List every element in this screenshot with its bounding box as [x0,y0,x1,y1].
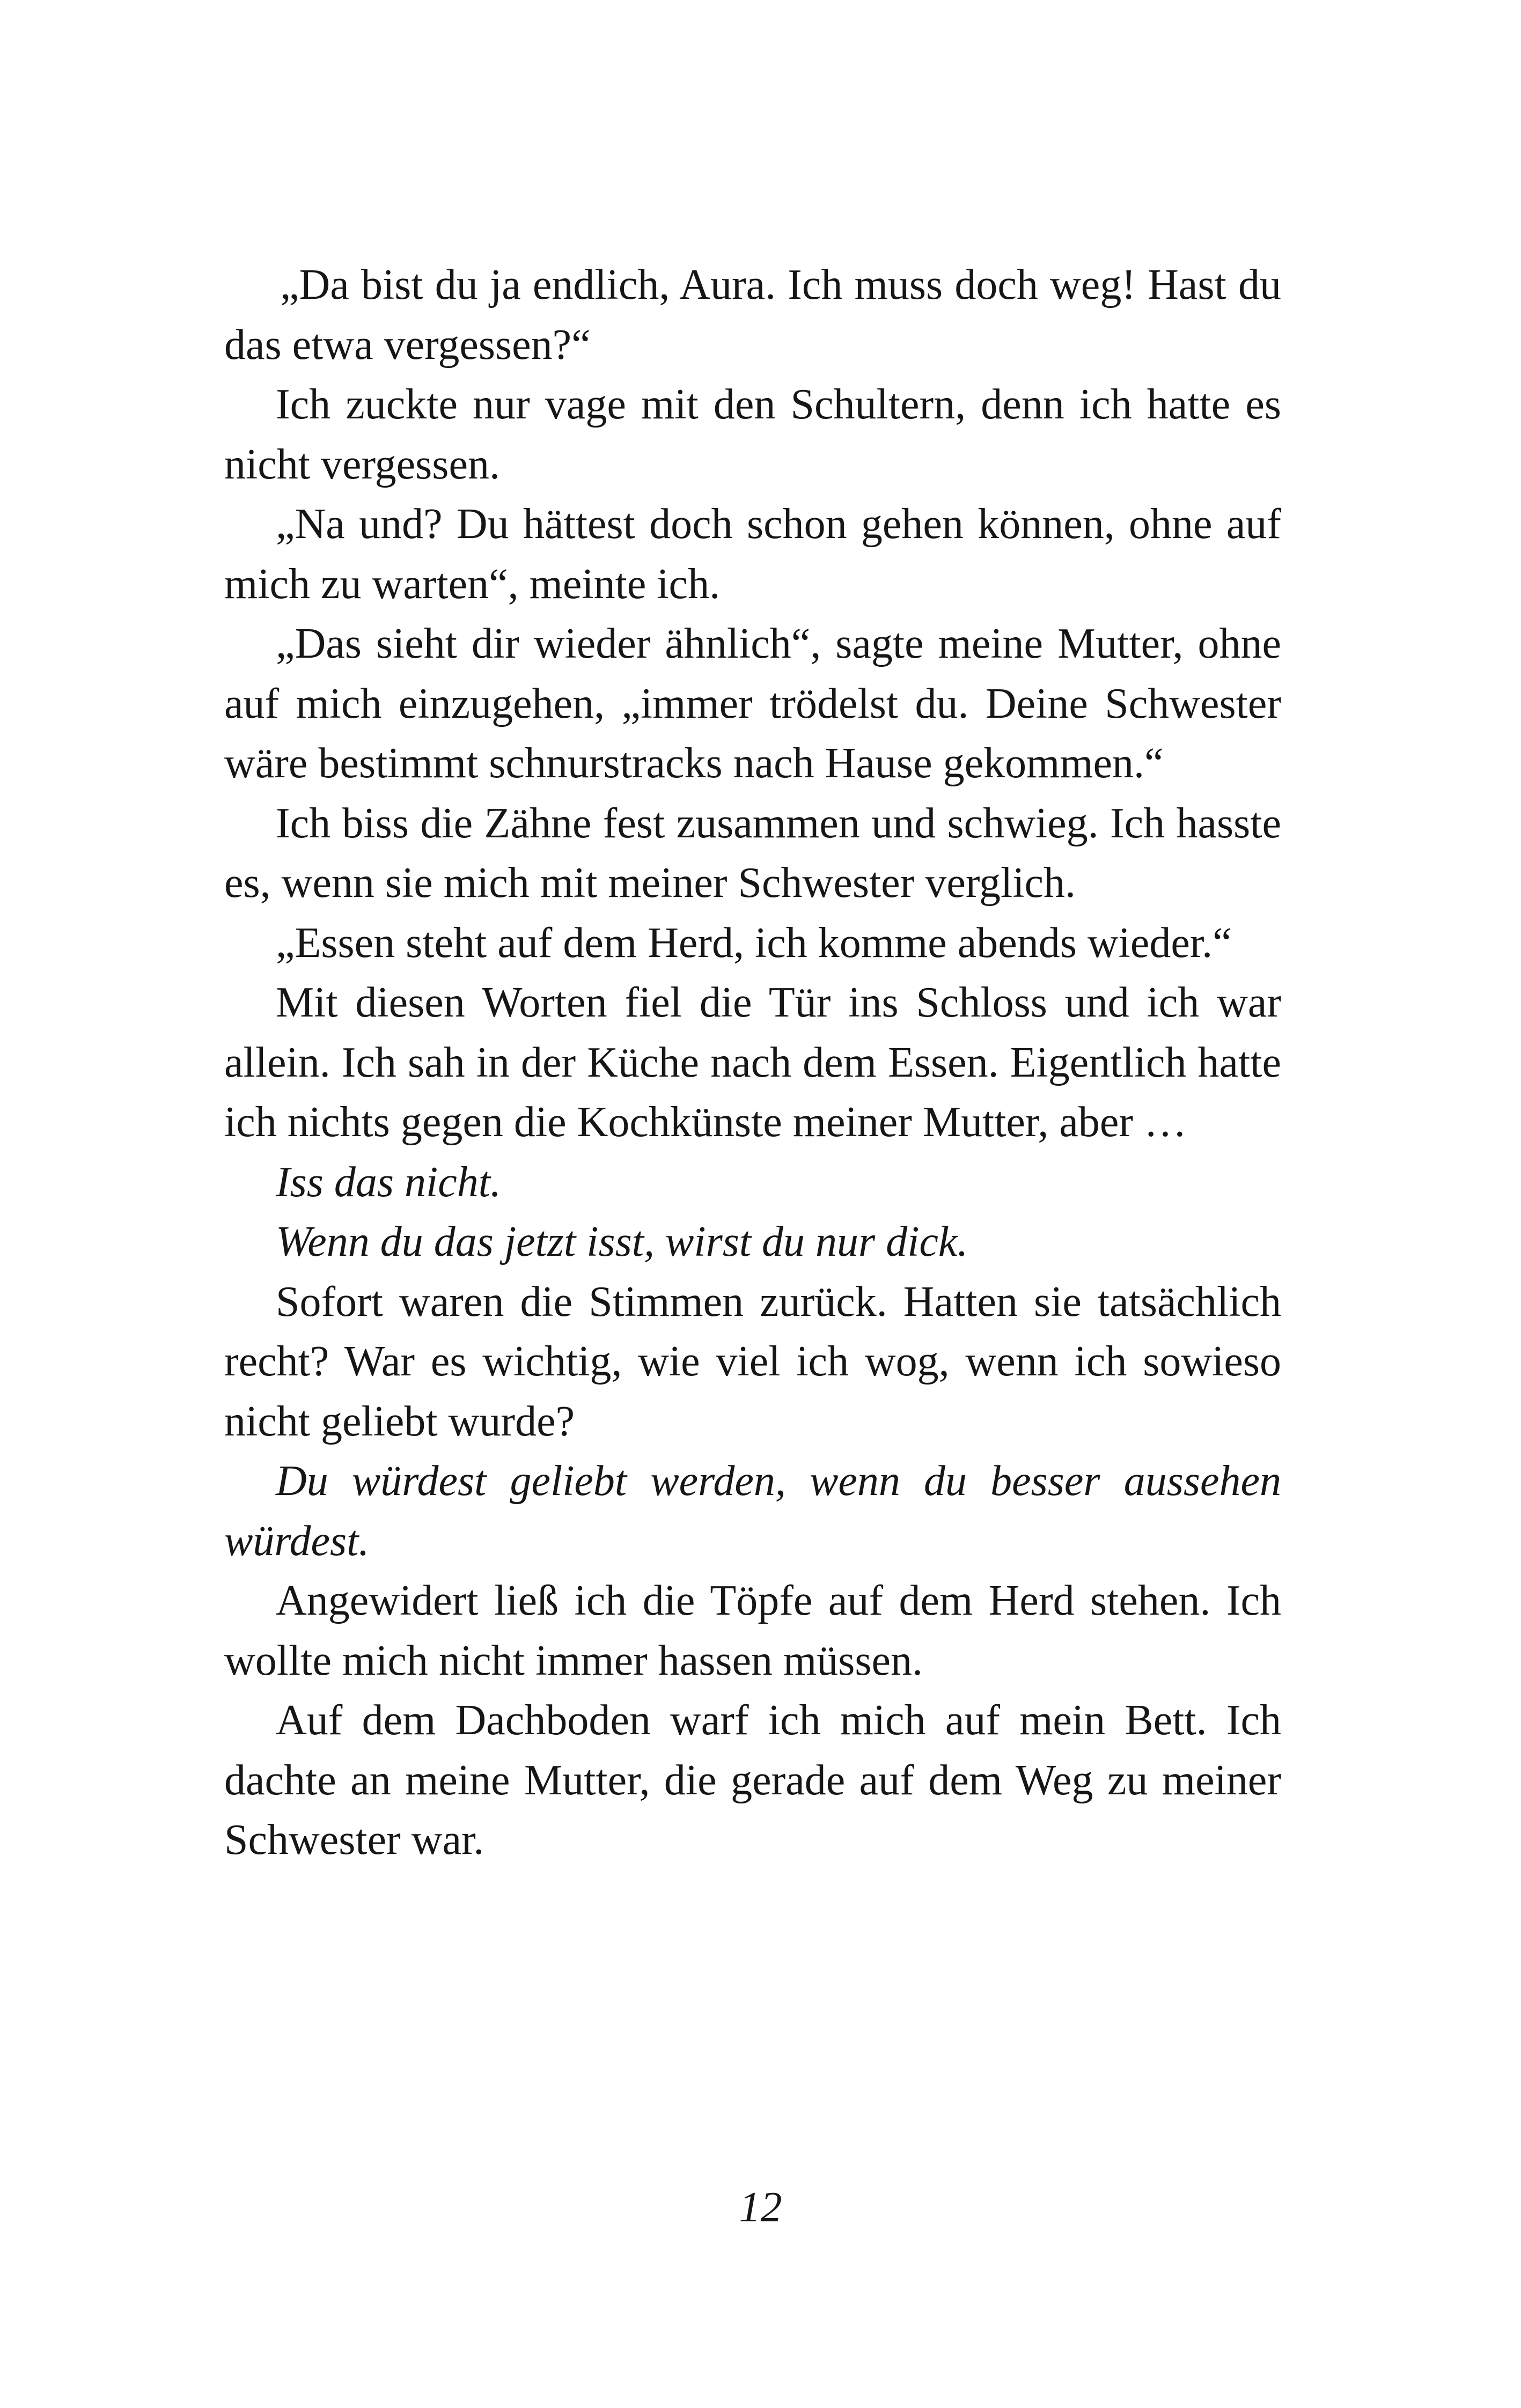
paragraph: Ich zuckte nur vage mit den Schultern, denn ich hatte es nicht vergessen. [224,381,1281,488]
paragraph: „Da bist du ja endlich, Aura. Ich muss doch weg! Hast du das etwa vergessen?“ [224,261,1281,369]
italic-paragraph: Iss das nicht. [276,1158,501,1206]
body-text [224,255,1281,1871]
paragraph: Angewidert ließ ich die Töpfe auf dem Herd stehen. Ich wollte mich nicht immer hassen müssen. [224,1577,1281,1684]
paragraph: Mit diesen Worten fiel die Tür ins Schloss und ich war allein. Ich sah in der Küche nach dem Essen. Eigentlich hatte ich nichts gegen die Kochkünste meiner Mutter, aber … [224,979,1281,1146]
paragraph: „Das sieht dir wieder ähnlich“, sagte meine Mutter, ohne auf mich einzugehen, „immer trödelst du. Deine Schwester wäre bestimmt schnurstracks nach Hause gekommen.“ [224,620,1281,787]
paragraph: „Essen steht auf dem Herd, ich komme abends wieder.“ [276,919,1232,967]
paragraph: Ich biss die Zähne fest zusammen und schwieg. Ich hasste es, wenn sie mich mit meiner Schwester verglich. [224,799,1281,907]
italic-paragraph: Du würdest geliebt werden, wenn du besser aussehen würdest. [224,1457,1281,1565]
paragraph: Auf dem Dachboden warf ich mich auf mein Bett. Ich dachte an meine Mutter, die gerade auf dem Weg zu meiner Schwester war. [224,1697,1281,1864]
page-number: 12 [739,2184,782,2231]
paragraph: Sofort waren die Stimmen zurück. Hatten sie tatsächlich recht? War es wichtig, wie viel ich wog, wenn ich sowieso nicht geliebt wurde? [224,1278,1281,1445]
italic-paragraph: Wenn du das jetzt isst, wirst du nur dick. [276,1218,968,1265]
paragraph: „Na und? Du hättest doch schon gehen können, ohne auf mich zu warten“, meinte ich. [224,500,1281,608]
